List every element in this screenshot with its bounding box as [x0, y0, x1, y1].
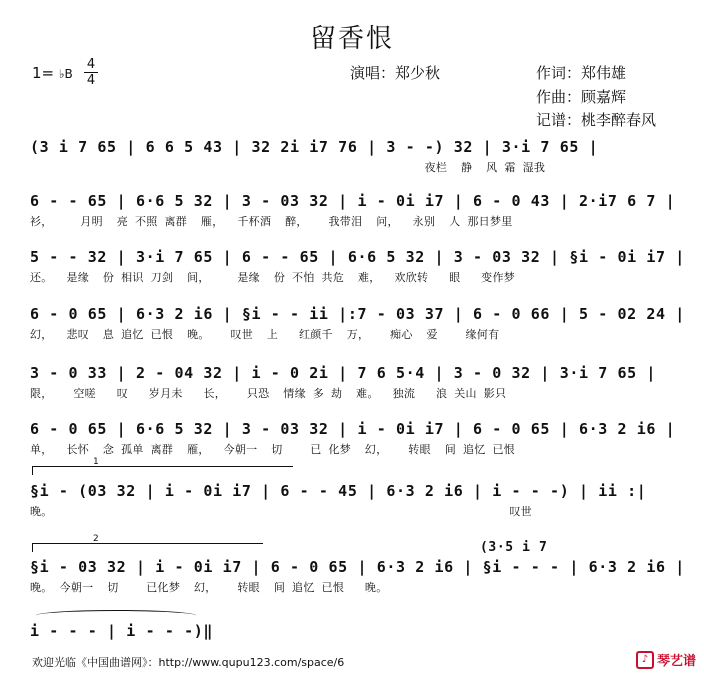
volta-bracket-1: 1 — [32, 466, 293, 475]
singer-credit: 演唱：郑少秋 — [350, 64, 441, 82]
key-signature: 1= ♭B — [32, 64, 73, 82]
score-row-6-notes: 6 - 0 65 | 6·6 5 32 | 3 - 03 32 | i - 0i i7 | 6 - 0 65 | 6·3 2 i6 | — [30, 420, 676, 438]
transcriber-credit: 记谱：桃李醉春风 — [536, 111, 657, 129]
score-row-1-notes: (3 i 7 65 | 6 6 5 43 | 32 2i i7 76 | 3 - -) 32 | 3·i 7 65 | — [30, 138, 599, 156]
score-row-5-lyrics: 限， 空嗟 叹 岁月未 长， 只恐 情缘 多 劫 难。 独流 浪 关山 影只 — [30, 387, 507, 400]
score-row-7-lyrics: 晚。 叹世 — [30, 505, 533, 518]
score-row-1-lyrics: 夜栏 静 风 霜 湿我 — [30, 161, 546, 174]
score-row-3-notes: 5 - - 32 | 3·i 7 65 | 6 - - 65 | 6·6 5 32 | 3 - 03 32 | §i - 0i i7 | — [30, 248, 685, 266]
score-row-3-lyrics: 还。 是缘 份 相识 刀剑 间， 是缘 份 不怕 共危 难， 欢欣转 眼 变作梦 — [30, 271, 516, 284]
score-row-4-notes: 6 - 0 65 | 6·3 2 i6 | §i - - ii |:7 - 03 37 | 6 - 0 66 | 5 - 02 24 | — [30, 305, 685, 323]
score-row-8-notes: §i - 03 32 | i - 0i i7 | 6 - 0 65 | 6·3 2 i6 | §i - - - | 6·3 2 i6 | — [30, 558, 685, 576]
time-signature: 4 4 — [84, 58, 98, 87]
site-footer: 欢迎光临《中国曲谱网》：http://www.qupu123.com/space/6 — [32, 656, 345, 669]
score-row-2-lyrics: 衫， 月明 亮 不照 离群 雁， 千杯酒 醉， 我带泪 问， 永别 人 那日梦里 — [30, 215, 513, 228]
tie-slur — [36, 610, 196, 621]
score-row-4-lyrics: 幻， 悲叹 息 追忆 已恨 晚。 叹世 上 红颜千 万， 痴心 爱 缘何有 — [30, 328, 500, 341]
site-logo: ♪ 琴艺谱 — [636, 650, 696, 669]
song-title: 留香恨 — [309, 24, 394, 54]
composer-credit: 作曲：顾嘉辉 — [536, 88, 627, 106]
score-row-8-lyrics: 晚。 今朝一 切 已化梦 幻， 转眼 间 追忆 已恨 晚。 — [30, 581, 388, 594]
lyricist-credit: 作词：郑伟雄 — [536, 64, 627, 82]
score-row-8-intro-notes: (3·5 i 7 — [480, 540, 548, 555]
score-row-9-notes: i - - - | i - - -)‖ — [30, 622, 213, 640]
score-row-7-notes: §i - (03 32 | i - 0i i7 | 6 - - 45 | 6·3 2 i6 | i - - -) | ii :| — [30, 482, 647, 500]
score-row-5-notes: 3 - 0 33 | 2 - 04 32 | i - 0 2i | 7 6 5·4 | 3 - 0 32 | 3·i 7 65 | — [30, 364, 656, 382]
score-row-6-lyrics: 单， 长怀 念 孤单 离群 雁， 今朝一 切 已 化梦 幻， 转眼 间 追忆 已恨 — [30, 443, 516, 456]
piano-logo-icon: ♪ — [636, 651, 654, 669]
volta-bracket-2: 2 — [32, 543, 263, 552]
score-row-2-notes: 6 - - 65 | 6·6 5 32 | 3 - 03 32 | i - 0i i7 | 6 - 0 43 | 2·i7 6 7 | — [30, 192, 676, 210]
